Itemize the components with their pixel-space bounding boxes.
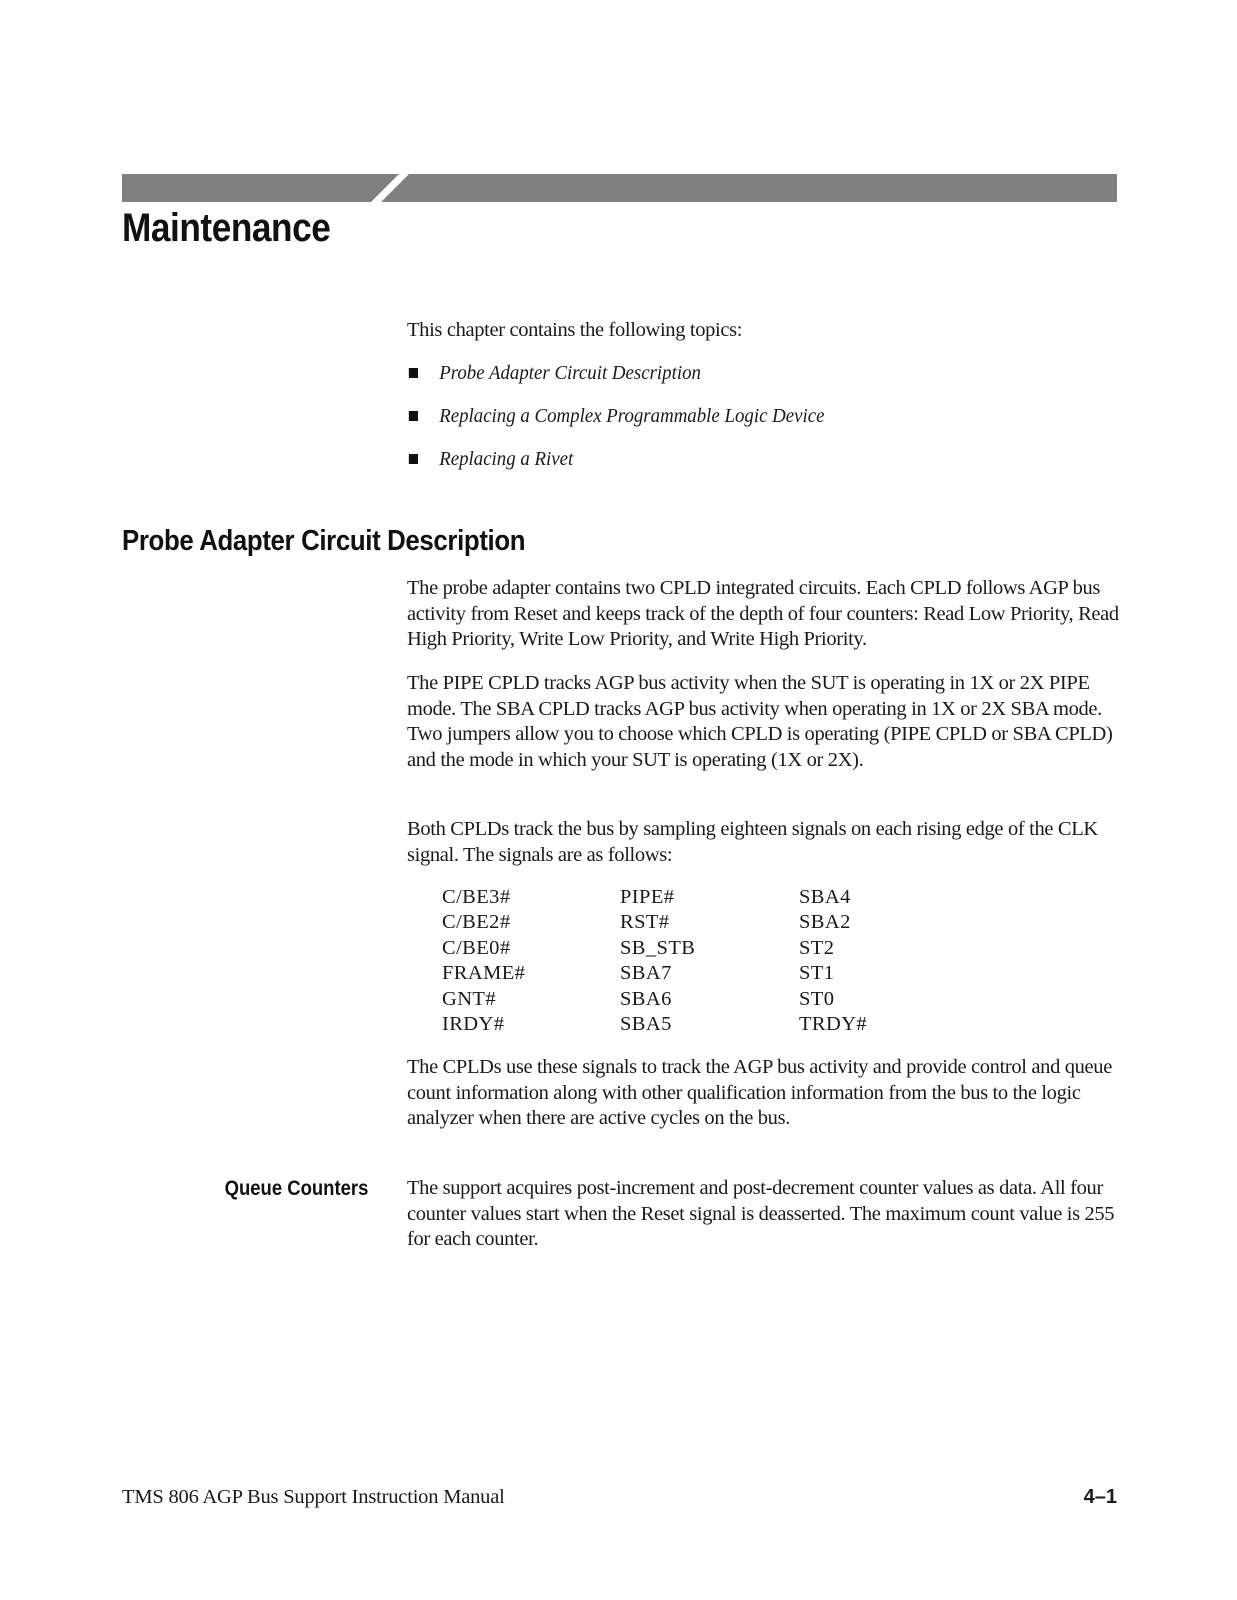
- section-paragraph: The PIPE CPLD tracks AGP bus activity when the SUT is operating in 1X or 2X PIPE mode. The SBA CPLD tracks AGP bus activity when operating in 1X or 2X SBA mode. Two jumpers allow you to choose which CPLD is operating (PIPE CPLD or SBA CPLD) and the mode in which your SUT is operating (1X or 2X).: [407, 672, 1113, 771]
- square-bullet-icon: [409, 454, 418, 464]
- square-bullet-icon: [409, 368, 418, 378]
- topic-list-item[interactable]: [407, 445, 825, 488]
- topic-list: [407, 359, 861, 488]
- topic-label: Replacing a Rivet: [439, 448, 574, 470]
- chapter-intro: This chapter contains the following topics:: [407, 319, 743, 341]
- footer-manual-title: TMS 806 AGP Bus Support Instruction Manual: [122, 1486, 505, 1508]
- section-title: Probe Adapter Circuit Description: [122, 525, 526, 557]
- signal-cell: GNT#: [442, 987, 496, 1010]
- signal-cell: IRDY#: [442, 1013, 505, 1036]
- signal-row: [442, 1012, 919, 1037]
- topic-list-item[interactable]: [407, 359, 825, 402]
- signal-cell: RST#: [620, 911, 670, 934]
- signal-cell: FRAME#: [442, 962, 526, 985]
- signal-cell: SBA2: [799, 911, 851, 934]
- signal-cell: SBA5: [620, 1013, 672, 1036]
- topic-list-item[interactable]: [407, 402, 825, 445]
- square-bullet-icon: [409, 411, 418, 421]
- signal-row: [442, 961, 919, 986]
- chapter-header-bar: [122, 174, 1117, 202]
- signal-cell: C/BE2#: [442, 911, 511, 934]
- signal-cell: SB_STB: [620, 936, 696, 959]
- footer-page-number: 4–1: [1083, 1486, 1117, 1508]
- signal-cell: PIPE#: [620, 886, 675, 908]
- signal-cell: ST1: [799, 962, 835, 985]
- signal-cell: ST0: [799, 987, 835, 1010]
- section-paragraph: Both CPLDs track the bus by sampling eighteen signals on each rising edge of the CLK signal. The signals are as follows:: [407, 818, 1098, 866]
- signal-cell: SBA7: [620, 962, 672, 985]
- signal-table: [442, 885, 919, 1037]
- topic-label: Probe Adapter Circuit Description: [439, 362, 701, 384]
- signal-cell: C/BE0#: [442, 936, 511, 959]
- section-paragraph: The CPLDs use these signals to track the AGP bus activity and provide control and queue count information along with other qualification information from the bus to the logic analyzer when there are active cycles on the bus.: [407, 1056, 1112, 1129]
- signal-cell: TRDY#: [799, 1013, 868, 1036]
- signal-row: [442, 910, 919, 935]
- topic-label: Replacing a Complex Programmable Logic Device: [439, 405, 825, 427]
- chapter-title: Maintenance: [122, 206, 331, 250]
- signal-cell: SBA4: [799, 886, 851, 908]
- signal-cell: C/BE3#: [442, 886, 511, 908]
- signal-row: [442, 987, 919, 1012]
- subsection-paragraph: The support acquires post-increment and post-decrement counter values as data. All four counter values start when the Reset signal is deasserted. The maximum count value is 255 for each counter.: [407, 1177, 1115, 1250]
- signal-cell: SBA6: [620, 987, 672, 1010]
- subsection-heading: Queue Counters: [224, 1177, 368, 1200]
- section-paragraph: The probe adapter contains two CPLD integrated circuits. Each CPLD follows AGP bus activity from Reset and keeps track of the depth of four counters: Read Low Priority, Read High Priority, Write Low Priority, and Write High Priority.: [407, 577, 1119, 650]
- signal-row: [442, 885, 919, 910]
- signal-row: [442, 936, 919, 961]
- signal-cell: ST2: [799, 936, 835, 959]
